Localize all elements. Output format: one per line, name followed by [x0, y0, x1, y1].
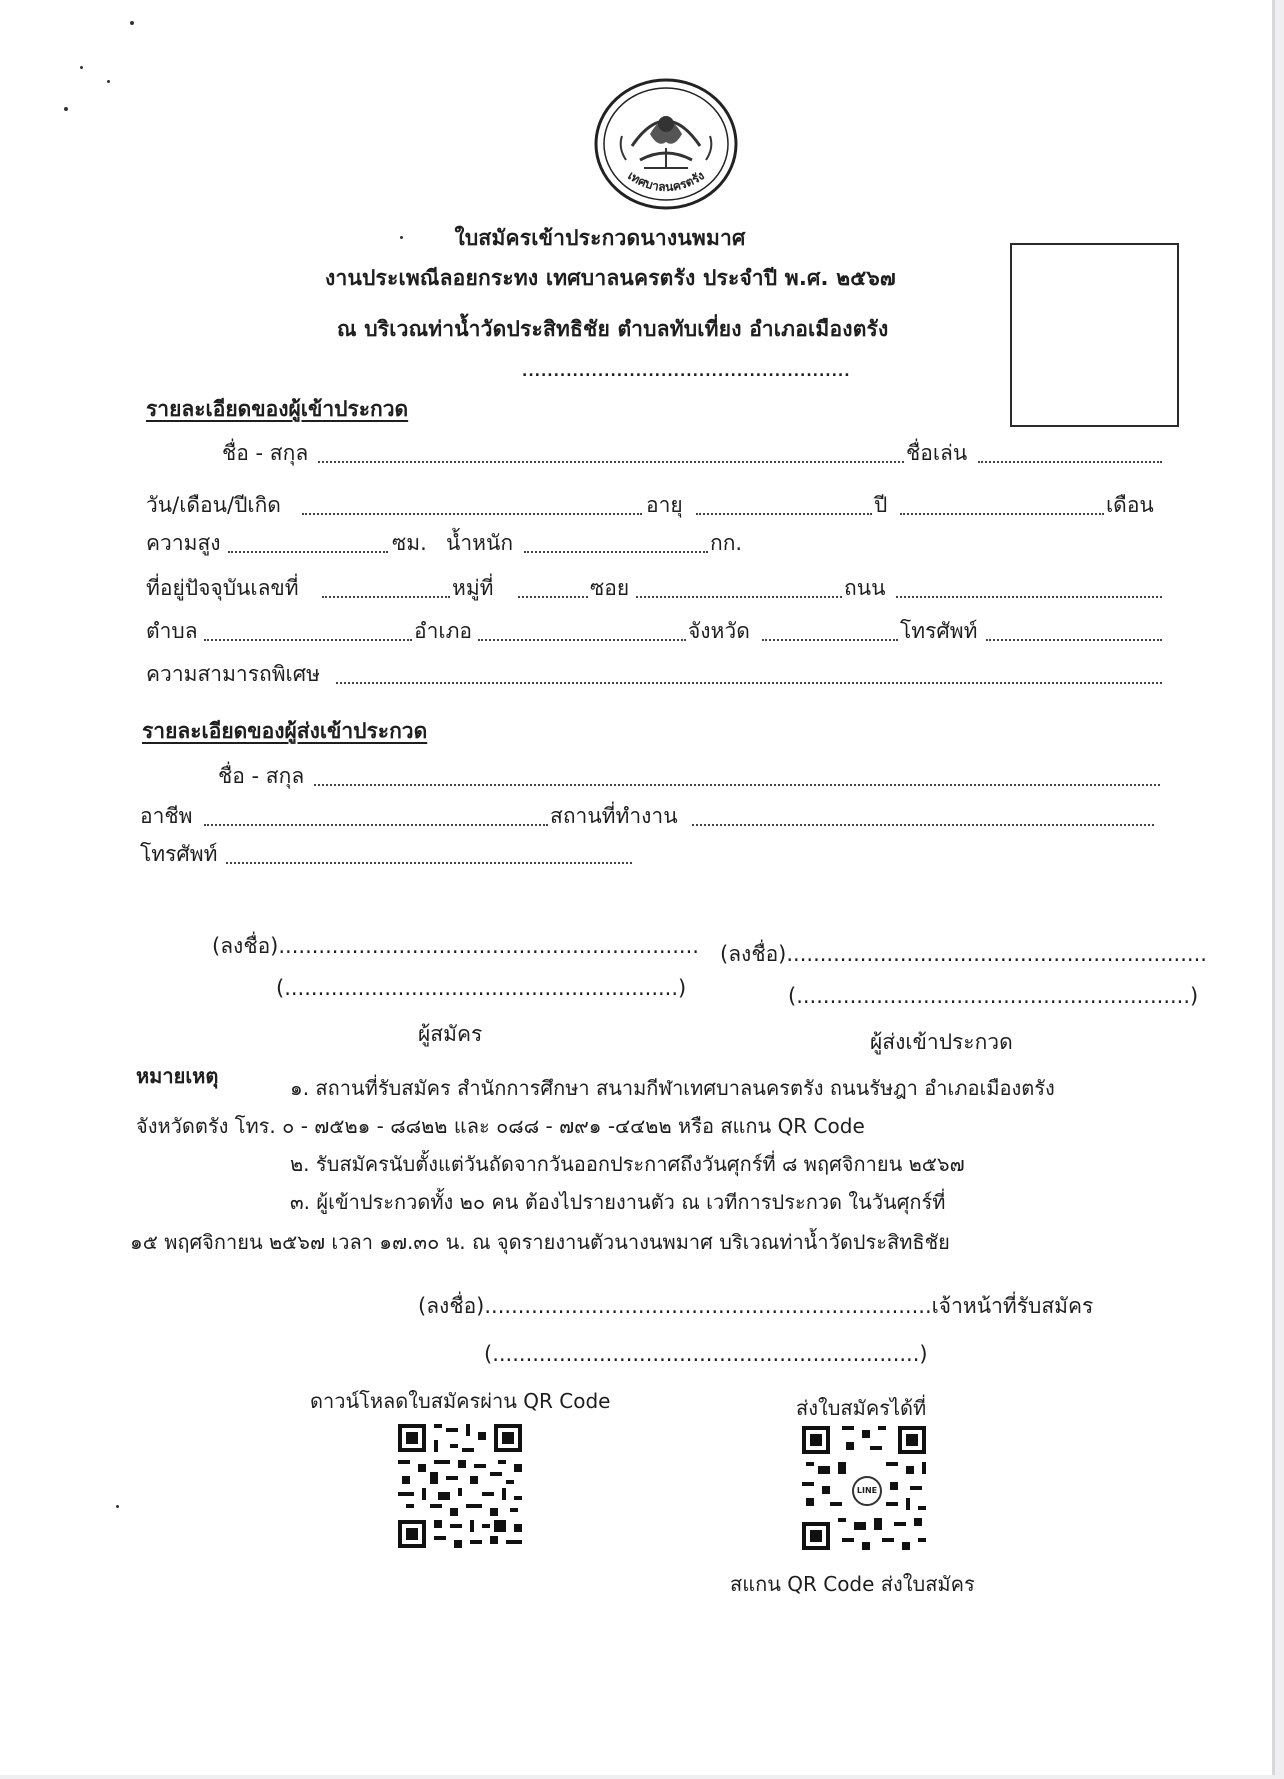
- road-field[interactable]: [896, 596, 1162, 598]
- remarks-heading: หมายเหตุ: [136, 1064, 219, 1088]
- municipal-seal-logo: [592, 76, 740, 212]
- scan-speck: [116, 1505, 119, 1508]
- row-sender-phone: [0, 838, 1272, 872]
- height-label: ความสูง: [146, 531, 221, 555]
- occupation-field[interactable]: [204, 824, 548, 826]
- row-birthdate: [0, 489, 1272, 523]
- applicant-name-parentheses[interactable]: (...........................................................): [276, 976, 687, 1000]
- phone-field[interactable]: [986, 639, 1162, 641]
- row-sender-work: [0, 800, 1272, 834]
- scan-speck: [130, 21, 134, 25]
- row-sender-name: [0, 760, 1272, 794]
- workplace-field[interactable]: [692, 824, 1154, 826]
- weight-field[interactable]: [524, 551, 708, 553]
- photo-box: [1010, 243, 1179, 427]
- scan-speck: [80, 66, 83, 69]
- nickname-label: ชื่อเล่น: [906, 441, 968, 465]
- month-label: เดือน: [1106, 493, 1154, 517]
- officer-name-parentheses[interactable]: (................................................................): [484, 1342, 928, 1366]
- phone-label: โทรศัพท์: [900, 619, 978, 643]
- district-label: อำเภอ: [414, 619, 473, 643]
- sender-name-parentheses[interactable]: (...........................................................): [788, 984, 1199, 1008]
- name-field[interactable]: [318, 461, 904, 463]
- applicant-signature-line[interactable]: (ลงชื่อ)...............................................................: [212, 934, 699, 958]
- nickname-field[interactable]: [978, 461, 1162, 463]
- download-form-qr-code[interactable]: [394, 1420, 526, 1552]
- cm-label: ซม.: [392, 531, 427, 555]
- row-location: [0, 615, 1272, 649]
- line-logo-icon: LINE: [852, 1476, 882, 1506]
- sender-phone-label: โทรศัพท์: [140, 842, 218, 866]
- send-form-line-qr-code[interactable]: [798, 1422, 930, 1554]
- venue-line: ณ บริเวณท่าน้ำวัดประสิทธิชัย ตำบลทับเที่ยง อำเภอเมืองตรัง: [337, 317, 889, 341]
- height-field[interactable]: [228, 551, 388, 553]
- sender-heading: รายละเอียดของผู้ส่งเข้าประกวด: [142, 719, 428, 743]
- road-label: ถนน: [844, 576, 886, 600]
- birthdate-field[interactable]: [302, 513, 642, 515]
- officer-signature-line[interactable]: (ลงชื่อ)...................................................................เจ้าหน้าที่รับสมัคร: [418, 1294, 1094, 1318]
- birthdate-label: วัน/เดือน/ปีเกิด: [146, 493, 281, 517]
- occupation-label: อาชีพ: [140, 804, 193, 828]
- sender-name-label: ชื่อ - สกุล: [218, 764, 305, 788]
- row-address: [0, 572, 1272, 606]
- weight-label: น้ำหนัก: [446, 531, 514, 555]
- moo-field[interactable]: [518, 596, 588, 598]
- age-years-field[interactable]: [696, 513, 872, 515]
- house-number-field[interactable]: [322, 596, 450, 598]
- talent-label: ความสามารถพิเศษ: [146, 662, 320, 686]
- remark-item-3-line-2: ๑๕ พฤศจิกายน ๒๕๖๗ เวลา ๑๗.๓๐ น. ณ จุดรายงานตัวนางนพมาศ บริเวณท่าน้ำวัดประสิทธิชัย: [130, 1230, 950, 1254]
- remark-item-2: ๒. รับสมัครนับตั้งแต่วันถัดจากวันออกประกาศถึงวันศุกร์ที่ ๘ พฤศจิกายน ๒๕๖๗: [290, 1152, 965, 1176]
- moo-label: หมู่ที่: [452, 576, 494, 600]
- seal-text: เทศบาลนครตรัง: [625, 168, 707, 195]
- sender-name-field[interactable]: [314, 784, 1160, 786]
- workplace-label: สถานที่ทำงาน: [550, 804, 678, 828]
- remark-item-1-line-2: จังหวัดตรัง โทร. ๐ - ๗๕๒๑ - ๘๘๒๒ และ ๐๘๘ - ๗๙๑ -๔๔๒๒ หรือ สแกน QR Code: [136, 1114, 865, 1138]
- qr-code-icon: [394, 1420, 526, 1552]
- subdistrict-label: ตำบล: [146, 619, 198, 643]
- district-field[interactable]: [478, 639, 686, 641]
- sender-signature-line[interactable]: (ลงชื่อ)...............................................................: [720, 942, 1207, 966]
- sender-role-label: ผู้ส่งเข้าประกวด: [870, 1030, 1013, 1054]
- svg-text:เทศบาลนครตรัง: [625, 168, 707, 194]
- province-label: จังหวัด: [688, 619, 750, 643]
- row-height-weight: [0, 527, 1272, 561]
- scan-qr-caption: สแกน QR Code ส่งใบสมัคร: [730, 1572, 975, 1596]
- sender-phone-field[interactable]: [226, 862, 632, 864]
- year-label: ปี: [874, 493, 888, 517]
- age-months-field[interactable]: [900, 513, 1104, 515]
- kg-label: กก.: [710, 531, 743, 555]
- remark-item-1-line-1: ๑. สถานที่รับสมัคร สำนักการศึกษา สนามกีฬาเทศบาลนครตรัง ถนนรัษฎา อำเภอเมืองตรัง: [290, 1076, 1055, 1100]
- soi-field[interactable]: [636, 596, 842, 598]
- subdistrict-field[interactable]: [204, 639, 412, 641]
- address-label: ที่อยู่ปัจจุบันเลขที่: [146, 576, 299, 600]
- province-field[interactable]: [762, 639, 898, 641]
- applicant-role-label: ผู้สมัคร: [418, 1022, 483, 1046]
- download-qr-caption: ดาวน์โหลดใบสมัครผ่าน QR Code: [310, 1389, 611, 1413]
- row-talent: [0, 658, 1272, 692]
- event-line: งานประเพณีลอยกระทง เทศบาลนครตรัง ประจำปี พ.ศ. ๒๕๖๗: [325, 266, 896, 290]
- contestant-heading: รายละเอียดของผู้เข้าประกวด: [146, 397, 409, 421]
- name-label: ชื่อ - สกุล: [222, 441, 309, 465]
- remark-item-3-line-1: ๓. ผู้เข้าประกวดทั้ง ๒๐ คน ต้องไปรายงานตัว ณ เวทีการประกวด ในวันศุกร์ที่: [290, 1190, 946, 1214]
- scan-speck: [64, 107, 68, 111]
- form-title: ใบสมัครเข้าประกวดนางนพมาศ: [454, 226, 746, 250]
- talent-field[interactable]: [336, 682, 1162, 684]
- scan-speck: [107, 80, 110, 83]
- title-divider: ....................................................: [522, 364, 851, 380]
- row-contestant-name: [0, 437, 1272, 471]
- age-label: อายุ: [646, 493, 683, 517]
- soi-label: ซอย: [590, 576, 630, 600]
- send-qr-caption: ส่งใบสมัครได้ที่: [796, 1396, 927, 1420]
